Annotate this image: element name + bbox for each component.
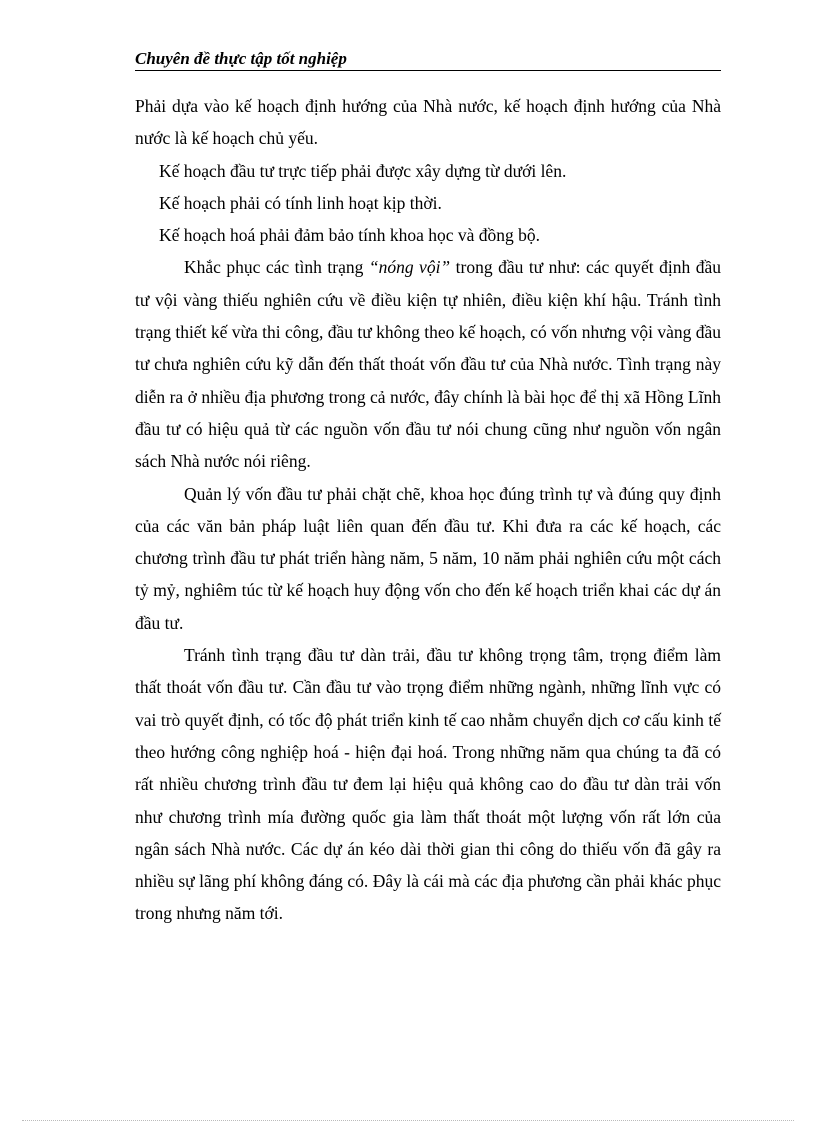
paragraph-overcome-haste-start: Khắc phục các tình trạng — [184, 257, 369, 278]
emphasis-quote: “nóng vội” — [368, 257, 451, 278]
page-header — [135, 48, 721, 71]
paragraph-bottom-up-planning: Kế hoạch đầu tư trực tiếp phải được xây dựng từ dưới lên. — [159, 160, 567, 181]
document-body — [135, 90, 721, 930]
paragraph-capital-management: Quản lý vốn đầu tư phải chặt chẽ, khoa học đúng trình tự và đúng quy định của các văn bản pháp luật liên quan đến đầu tư. Khi đưa ra các kế hoạch, các chương trình đầu tư phát triển hàng năm, 5 năm, 10 năm phải nghiên cứu một cách tỷ mỷ, nghiêm túc từ kế hoạch huy động vốn cho đến kế hoạch triển khai các dự án đầu tư. — [135, 483, 721, 633]
paragraph-scientific-planning: Kế hoạch hoá phải đảm bảo tính khoa học và đồng bộ. — [159, 225, 541, 246]
paragraph-overcome-haste-rest: trong đầu tư như: các quyết định đầu tư vội vàng thiếu nghiên cứu về điều kiện tự nhiên, điều kiện khí hậu. Tránh tình trạng thiết kế vừa thi công, đầu tư không theo kế hoạch, có vốn nhưng vội vàng đầu tư chưa nghiên cứu kỹ dẫn đến thất thoát vốn đầu tư của Nhà nước. Tình trạng này diễn ra ở nhiều địa phương trong cả nước, đây chính là bài học để thị xã Hồng Lĩnh đầu tư có hiệu quả từ các nguồn vốn đầu tư nói chung cũng như nguồn vốn ngân sách Nhà nước nói riêng. — [135, 257, 721, 472]
paragraph-planning-direction: Phải dựa vào kế hoạch định hướng của Nhà nước, kế hoạch định hướng của Nhà nước là kế hoạch chủ yếu. — [135, 96, 721, 149]
paragraph-overcome-haste — [135, 251, 721, 477]
paragraph-flexible-planning: Kế hoạch phải có tính linh hoạt kịp thời. — [159, 192, 442, 213]
paragraph-avoid-spread-investment: Tránh tình trạng đầu tư dàn trải, đầu tư không trọng tâm, trọng điểm làm thất thoát vốn đầu tư. Cần đầu tư vào trọng điểm những ngành, những lĩnh vực có vai trò quyết định, có tốc độ phát triển kinh tế cao nhằm chuyển dịch cơ cấu kinh tế theo hướng công nghiệp hoá - hiện đại hoá. Trong những năm qua chúng ta đã có rất nhiều chương trình đầu tư đem lại hiệu quả không cao do đầu tư dàn trải vốn như chương trình mía đường quốc gia làm thất thoát một lượng vốn rất lớn của ngân sách Nhà nước. Các dự án kéo dài thời gian thi công do thiếu vốn đã gây ra nhiều sự lãng phí không đáng có. Đây là cái mà các địa phương cần phải khác phục trong nhưng năm tới. — [135, 645, 721, 924]
document-title: Chuyên đề thực tập tốt nghiệp — [135, 49, 347, 68]
page-bottom-divider — [22, 1120, 794, 1121]
